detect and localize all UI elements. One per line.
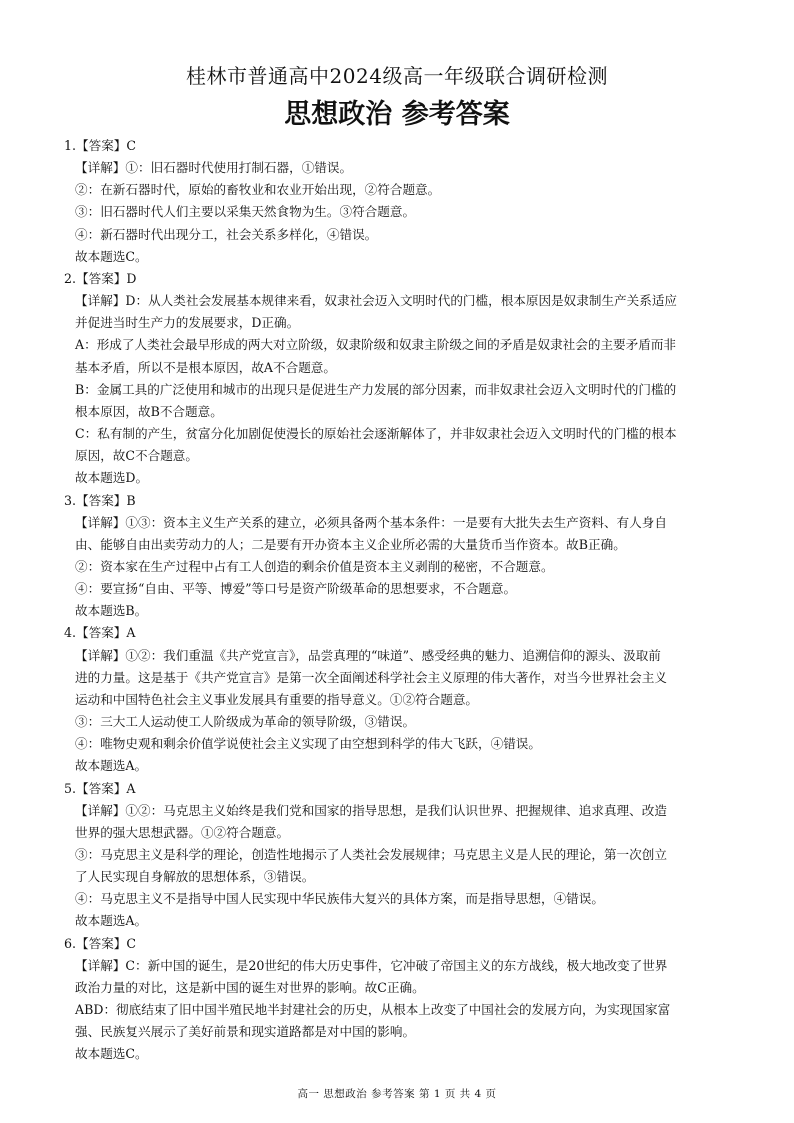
subject-answer-title: 思想政治 参考答案 (284, 99, 510, 130)
question-1 (64, 135, 742, 268)
conclusion-line: 故本题选D。 (75, 470, 149, 486)
detail-line: 【详解】①：旧石器时代使用打制石器，①错误。 (75, 160, 353, 176)
answer-line: 5.【答案】A (64, 780, 136, 796)
detail-line: 【详解】D：从人类社会发展基本规律来看，奴隶社会迈入文明时代的门槛，根本原因是奴隶制生产关系适应 (75, 293, 678, 309)
detail-line: ④：要宣扬“自由、平等、博爱”等口号是资产阶级革命的思想要求，不合题意。 (75, 581, 517, 597)
detail-line: 【详解】C：新中国的诞生，是20世纪的伟大历史事件，它冲破了帝国主义的东方战线，极大地改变了世界 (75, 957, 668, 973)
answer-line: 6.【答案】C (64, 935, 137, 951)
answer-line: 1.【答案】C (64, 138, 137, 153)
conclusion-line: 故本题选A。 (75, 758, 148, 774)
detail-line: 强、民族复兴展示了美好前景和现实道路都是对中国的影响。 (75, 1024, 416, 1040)
detail-line: 原因，故C不合题意。 (75, 448, 198, 464)
detail-line: 了人民实现自身解放的思想体系，③错误。 (75, 869, 315, 885)
answer-line: 4.【答案】A (64, 625, 136, 641)
conclusion-line: 故本题选B。 (75, 603, 148, 619)
answer-list (64, 135, 742, 1066)
detail-line: ③：马克思主义是科学的理论，创造性地揭示了人类社会发展规律；马克思主义是人民的理论，第一次创立 (75, 847, 667, 862)
detail-line: ③：旧石器时代人们主要以采集天然食物为生。③符合题意。 (75, 204, 416, 220)
detail-line: ABD：彻底结束了旧中国半殖民地半封建社会的历史，从根本上改变了中国社会的发展方向，为实现国家富 (75, 1002, 671, 1018)
question-3 (64, 490, 742, 623)
detail-line: 【详解】①③：资本主义生产关系的建立，必须具备两个基本条件：一是要有大批失去生产资料、有人身自 (75, 514, 667, 530)
question-2 (64, 268, 742, 490)
answer-line: 2.【答案】D (64, 270, 137, 286)
detail-line: ③：三大工人运动使工人阶级成为革命的领导阶级，③错误。 (75, 714, 416, 730)
detail-line: 政治力量的对比，这是新中国的诞生对世界的影响。故C正确。 (75, 979, 425, 995)
detail-line: 根本原因，故B不合题意。 (75, 403, 223, 419)
detail-line: A：形成了人类社会最早形成的两大对立阶级，奴隶阶级和奴隶主阶级之间的矛盾是奴隶社会的主要矛盾而非 (75, 337, 677, 353)
page-footer: 高一 思想政治 参考答案 第 1 页 共 4 页 (297, 1088, 497, 1100)
detail-line: 并促进当时生产力的发展要求，D正确。 (75, 315, 300, 331)
conclusion-line: 故本题选A。 (75, 913, 148, 929)
question-6 (64, 933, 742, 1066)
detail-line: C：私有制的产生，贫富分化加剧促使漫长的原始社会逐渐解体了，并非奴隶社会迈入文明时代的门槛的根本 (75, 426, 677, 442)
detail-line: 基本矛盾，所以不是根本原因，故A不合题意。 (75, 359, 336, 375)
detail-line: ④：唯物史观和剩余价值学说使社会主义实现了由空想到科学的伟大飞跃，④错误。 (75, 736, 541, 752)
detail-line: 进的力量。这是基于《共产党宣言》是第一次全面阐述科学社会主义原理的伟大著作，对当今世界社会主义 (75, 669, 667, 685)
detail-line: 由、能够自由出卖劳动力的人；二是要有开办资本主义企业所必需的大量货币当作资本。故B正确。 (75, 536, 626, 552)
detail-line: ④：马克思主义不是指导中国人民实现中华民族伟大复兴的具体方案，而是指导思想，④错误。 (75, 891, 604, 907)
detail-line: 【详解】①②：我们重温《共产党宣言》，品尝真理的“味道”、感受经典的魅力、追溯信仰的源头、汲取前 (75, 647, 661, 663)
conclusion-line: 故本题选C。 (75, 1046, 148, 1062)
exam-title: 桂林市普通高中2024级高一年级联合调研检测 (186, 64, 608, 88)
detail-line: ②：在新石器时代，原始的畜牧业和农业开始出现，②符合题意。 (75, 182, 441, 198)
detail-line: 【详解】①②：马克思主义始终是我们党和国家的指导思想，是我们认识世界、把握规律、追求真理、改造 (75, 802, 667, 818)
answer-line: 3.【答案】B (64, 492, 136, 508)
detail-line: ④：新石器时代出现分工，社会关系多样化，④错误。 (75, 226, 378, 242)
detail-line: ②：资本家在生产过程中占有工人创造的剩余价值是资本主义剥削的秘密，不合题意。 (75, 558, 554, 574)
question-5 (64, 778, 742, 933)
question-4 (64, 622, 742, 777)
detail-line: 世界的强大思想武器。①②符合题意。 (75, 824, 290, 840)
detail-line: 运动和中国特色社会主义事业发展具有重要的指导意义。①②符合题意。 (75, 691, 478, 707)
conclusion-line: 故本题选C。 (75, 248, 148, 264)
detail-line: B：金属工具的广泛使用和城市的出现只是促进生产力发展的部分因素，而非奴隶社会迈入文明时代的门槛的 (75, 381, 677, 397)
